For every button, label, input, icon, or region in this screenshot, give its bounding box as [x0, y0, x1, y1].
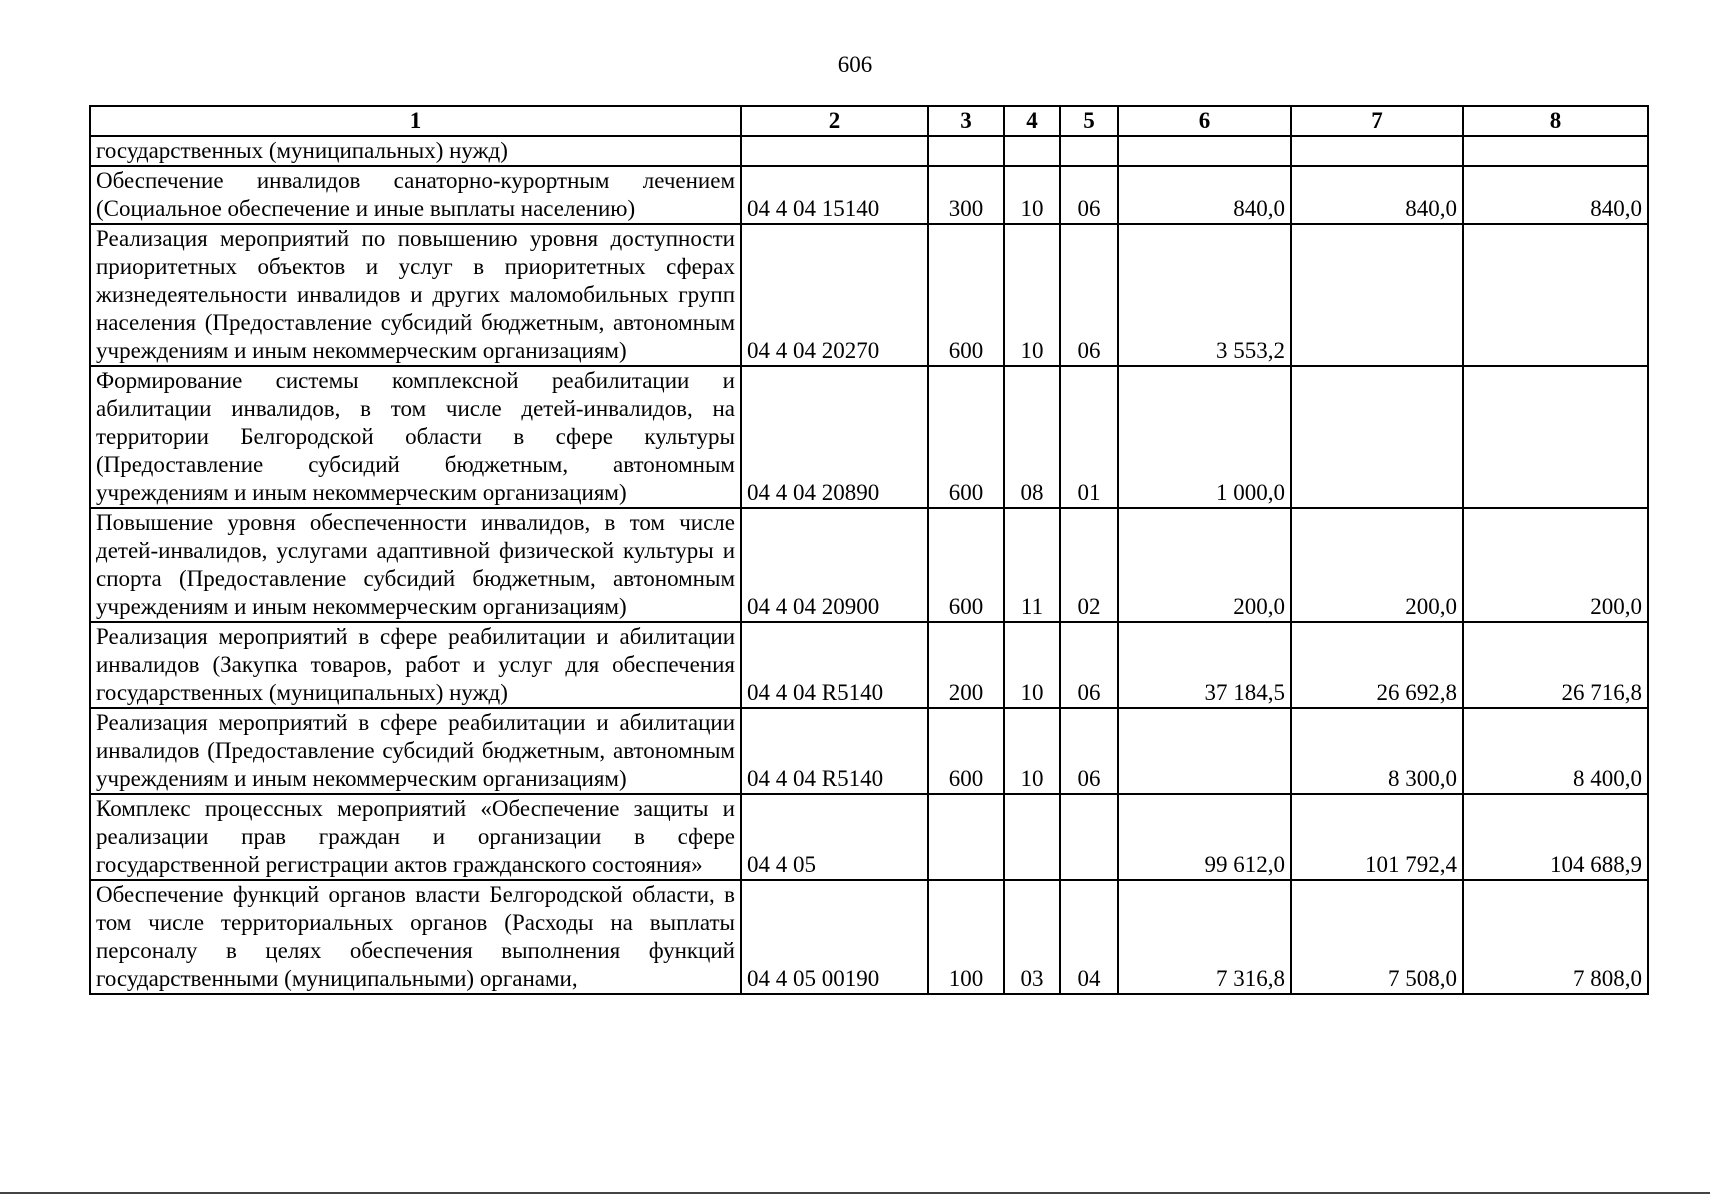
row-expense-type: 300 — [928, 166, 1004, 224]
row-value-8: 8 400,0 — [1463, 708, 1648, 794]
table-row — [90, 880, 1648, 994]
row-section: 08 — [1004, 366, 1060, 508]
row-expense-type: 600 — [928, 708, 1004, 794]
row-code: 04 4 04 R5140 — [741, 622, 928, 708]
row-code: 04 4 05 — [741, 794, 928, 880]
row-description: Реализация мероприятий в сфере реабилитации и абилитации инвалидов (Предоставление субсидий бюджетным, автономным учреждениям и иным некоммерческим организациям) — [90, 708, 741, 794]
row-code: 04 4 04 20270 — [741, 224, 928, 366]
row-subsection — [1060, 794, 1118, 880]
row-value-7: 7 508,0 — [1291, 880, 1463, 994]
column-header-1: 1 — [90, 106, 741, 136]
column-header-4: 4 — [1004, 106, 1060, 136]
row-expense-type: 600 — [928, 224, 1004, 366]
row-subsection — [1060, 136, 1118, 166]
row-description: Формирование системы комплексной реабилитации и абилитации инвалидов, в том числе детей-инвалидов, на территории Белгородской области в сфере культуры (Предоставление субсидий бюджетным, автономным учреждениям и иным некоммерческим организациям) — [90, 366, 741, 508]
row-description: государственных (муниципальных) нужд) — [90, 136, 741, 166]
row-value-7: 26 692,8 — [1291, 622, 1463, 708]
table-row — [90, 508, 1648, 622]
row-section: 11 — [1004, 508, 1060, 622]
row-section: 03 — [1004, 880, 1060, 994]
table-row — [90, 224, 1648, 366]
row-value-8 — [1463, 224, 1648, 366]
row-code: 04 4 05 00190 — [741, 880, 928, 994]
table-row — [90, 794, 1648, 880]
table-row — [90, 136, 1648, 166]
row-code — [741, 136, 928, 166]
column-header-7: 7 — [1291, 106, 1463, 136]
row-description: Реализация мероприятий в сфере реабилитации и абилитации инвалидов (Закупка товаров, работ и услуг для обеспечения государственных (муниципальных) нужд) — [90, 622, 741, 708]
row-code: 04 4 04 20900 — [741, 508, 928, 622]
row-value-7 — [1291, 366, 1463, 508]
row-value-6: 1 000,0 — [1118, 366, 1291, 508]
column-header-6: 6 — [1118, 106, 1291, 136]
row-expense-type: 200 — [928, 622, 1004, 708]
row-section — [1004, 794, 1060, 880]
row-value-7: 8 300,0 — [1291, 708, 1463, 794]
row-section: 10 — [1004, 622, 1060, 708]
row-description: Реализация мероприятий по повышению уровня доступности приоритетных объектов и услуг в приоритетных сферах жизнедеятельности инвалидов и других маломобильных групп населения (Предоставление субсидий бюджетным, автономным учреждениям и иным некоммерческим организациям) — [90, 224, 741, 366]
row-section: 10 — [1004, 224, 1060, 366]
row-subsection: 06 — [1060, 224, 1118, 366]
row-subsection: 04 — [1060, 880, 1118, 994]
row-code: 04 4 04 R5140 — [741, 708, 928, 794]
row-value-7: 101 792,4 — [1291, 794, 1463, 880]
row-value-6: 840,0 — [1118, 166, 1291, 224]
row-value-8 — [1463, 366, 1648, 508]
row-value-7: 200,0 — [1291, 508, 1463, 622]
row-expense-type: 600 — [928, 508, 1004, 622]
row-value-8: 7 808,0 — [1463, 880, 1648, 994]
row-value-7 — [1291, 136, 1463, 166]
row-value-6: 37 184,5 — [1118, 622, 1291, 708]
page-edge-line — [0, 1192, 1710, 1194]
row-value-8 — [1463, 136, 1648, 166]
row-value-6: 200,0 — [1118, 508, 1291, 622]
row-value-6: 3 553,2 — [1118, 224, 1291, 366]
row-value-6: 7 316,8 — [1118, 880, 1291, 994]
row-expense-type: 100 — [928, 880, 1004, 994]
budget-table — [89, 105, 1649, 995]
column-header-5: 5 — [1060, 106, 1118, 136]
row-value-8: 840,0 — [1463, 166, 1648, 224]
row-description: Обеспечение инвалидов санаторно-курортным лечением (Социальное обеспечение и иные выплаты населению) — [90, 166, 741, 224]
column-header-8: 8 — [1463, 106, 1648, 136]
row-value-7 — [1291, 224, 1463, 366]
table-row — [90, 708, 1648, 794]
row-value-7: 840,0 — [1291, 166, 1463, 224]
row-value-6: 99 612,0 — [1118, 794, 1291, 880]
row-expense-type — [928, 794, 1004, 880]
table-row — [90, 166, 1648, 224]
table-row — [90, 622, 1648, 708]
row-value-6 — [1118, 136, 1291, 166]
row-subsection: 06 — [1060, 708, 1118, 794]
row-value-8: 26 716,8 — [1463, 622, 1648, 708]
row-value-6 — [1118, 708, 1291, 794]
row-section: 10 — [1004, 166, 1060, 224]
row-subsection: 02 — [1060, 508, 1118, 622]
row-subsection: 01 — [1060, 366, 1118, 508]
row-section: 10 — [1004, 708, 1060, 794]
table-row — [90, 366, 1648, 508]
row-description: Повышение уровня обеспеченности инвалидов, в том числе детей-инвалидов, услугами адаптивной физической культуры и спорта (Предоставление субсидий бюджетным, автономным учреждениям и иным некоммерческим организациям) — [90, 508, 741, 622]
page-number: 606 — [837, 52, 873, 77]
row-value-8: 104 688,9 — [1463, 794, 1648, 880]
row-section — [1004, 136, 1060, 166]
row-description: Комплекс процессных мероприятий «Обеспечение защиты и реализации прав граждан и организации в сфере государственной регистрации актов гражданского состояния» — [90, 794, 741, 880]
row-code: 04 4 04 15140 — [741, 166, 928, 224]
row-subsection: 06 — [1060, 166, 1118, 224]
table-header-row — [90, 106, 1648, 136]
row-code: 04 4 04 20890 — [741, 366, 928, 508]
row-description: Обеспечение функций органов власти Белгородской области, в том числе территориальных органов (Расходы на выплаты персоналу в целях обеспечения выполнения функций государственными (муниципальными) органами, — [90, 880, 741, 994]
column-header-2: 2 — [741, 106, 928, 136]
row-value-8: 200,0 — [1463, 508, 1648, 622]
column-header-3: 3 — [928, 106, 1004, 136]
row-expense-type — [928, 136, 1004, 166]
row-expense-type: 600 — [928, 366, 1004, 508]
row-subsection: 06 — [1060, 622, 1118, 708]
